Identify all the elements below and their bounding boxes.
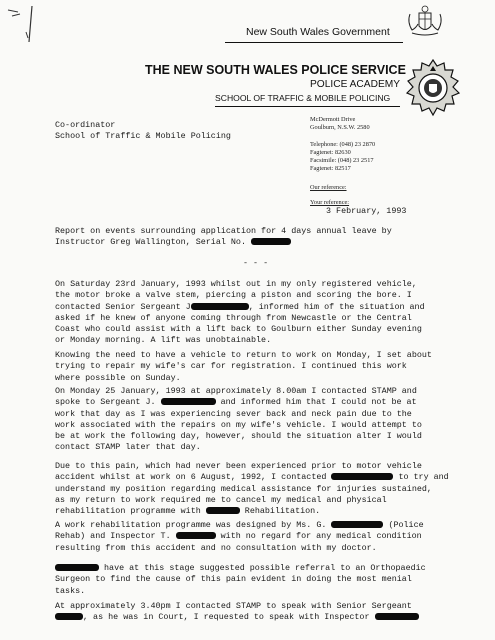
telephone: Telephone: (048) 23 2870 <box>310 141 376 148</box>
body-line <box>55 563 445 574</box>
body-text: work that day as I was experiencing sever back and neck pain due to the <box>55 408 412 419</box>
body-text: contact STAMP later that day. <box>55 442 201 453</box>
your-reference: Your reference: <box>310 199 350 206</box>
redaction <box>251 238 291 245</box>
body-text: Knowing the need to have a vehicle to return to work on Monday, I set about <box>55 350 432 360</box>
body-line <box>55 420 445 431</box>
recipient-line-2: School of Traffic & Mobile Policing <box>55 131 231 141</box>
address-line-2: Goulburn, N.S.W. 2580 <box>310 123 370 131</box>
body-text: , informed him of the situation and <box>248 301 425 312</box>
body-text: resulting from this accident and no consultation with my doctor. <box>55 542 377 553</box>
our-reference: Our reference: <box>310 184 347 191</box>
body-text: trying to repair my wife's car for registration. I continued this work <box>55 361 407 372</box>
recipient-line-1: Co-ordinator <box>55 120 116 130</box>
body-text: (Police <box>383 520 424 530</box>
body-line <box>55 373 445 384</box>
separator: - - - <box>243 258 269 268</box>
body-line <box>55 531 445 542</box>
redaction <box>176 532 216 539</box>
subject-line-1: Report on events surrounding application for 4 days annual leave by <box>55 226 392 236</box>
fagtenet-2: Fagtenet: 82517 <box>310 164 351 172</box>
school-title: SCHOOL OF TRAFFIC & MOBILE POLICING <box>215 93 391 103</box>
body-line <box>55 586 445 597</box>
body-line <box>55 350 445 361</box>
redaction <box>191 303 249 310</box>
government-rule <box>225 42 403 43</box>
body-text: Rehab) and Inspector T. <box>55 531 176 542</box>
recipient-block <box>55 120 231 142</box>
body-text: contacted Senior Sergeant J <box>55 301 191 312</box>
address-block <box>310 116 370 132</box>
body-line <box>55 484 445 495</box>
body-text: Due to this pain, which had never been experienced prior to motor vehicle <box>55 461 422 471</box>
body-line <box>55 324 445 335</box>
address-line-1: McDermott Drive <box>310 116 356 123</box>
paragraph-7 <box>55 601 445 624</box>
subject <box>55 226 445 249</box>
body-text: have at this stage suggested possible referral to an Orthopaedic <box>99 563 426 573</box>
phone-block <box>310 141 375 173</box>
letter-date: 3 February, 1993 <box>326 206 407 216</box>
paragraph-6 <box>55 563 445 597</box>
government-name: New South Wales Government <box>246 26 390 38</box>
body-text: A work rehabilitation programme was designed by Ms. G. <box>55 520 332 530</box>
body-text: On Monday 25 January, 1993 at approximately 8.00am I contacted STAMP and <box>55 386 417 396</box>
redaction <box>55 613 83 620</box>
body-line <box>55 397 445 408</box>
body-text: asked if he knew of anyone coming through from Newcastle or the Central <box>55 312 412 323</box>
redaction <box>55 564 99 571</box>
body-line <box>55 302 445 313</box>
body-line <box>55 313 445 324</box>
redaction <box>375 613 419 620</box>
body-line <box>55 290 445 301</box>
subject-line-2 <box>55 237 445 248</box>
body-line <box>55 601 445 612</box>
body-text: Surgeon to find the cause of this pain evident in doing the most menial <box>55 574 412 585</box>
paragraph-3 <box>55 386 445 454</box>
body-text: spoke to Sergeant J. <box>55 397 161 408</box>
police-academy-title: POLICE ACADEMY <box>310 79 401 90</box>
body-line <box>55 386 445 397</box>
redaction <box>331 473 393 480</box>
paragraph-5 <box>55 520 445 554</box>
body-line <box>55 279 445 290</box>
body-text: rehabilitation programme with <box>55 506 206 517</box>
redaction <box>331 521 383 528</box>
body-line <box>55 574 445 585</box>
facsimile: Facsimile: (048) 23 2517 <box>310 156 374 164</box>
redaction <box>161 398 216 405</box>
body-text: as my return to work required me to cancel my medical and physical <box>55 494 387 505</box>
body-text: where possible on Sunday. <box>55 372 181 383</box>
body-line <box>55 543 445 554</box>
fagtenet-1: Fagtenet: 82630 <box>310 148 351 156</box>
body-line <box>55 520 445 531</box>
handwritten-mark <box>2 2 42 47</box>
body-text: and informed him that I could not be at <box>215 397 417 408</box>
body-line <box>55 612 445 623</box>
body-line <box>55 442 445 453</box>
body-line <box>55 461 445 472</box>
body-text: with no regard for any medical condition <box>215 531 422 542</box>
nsw-coat-of-arms <box>404 4 446 40</box>
body-line <box>55 495 445 506</box>
body-text: understand my position regarding medical assistance for injuries sustained, <box>55 483 432 494</box>
body-line <box>55 409 445 420</box>
body-text: Rehabilitation. <box>239 506 321 517</box>
body-line <box>55 361 445 372</box>
body-text: the motor broke a valve stem, piercing a piston and scoring the bore. I <box>55 290 412 301</box>
header-rule <box>215 106 400 107</box>
paragraph-4 <box>55 461 449 517</box>
body-line <box>55 335 445 346</box>
redaction <box>206 507 240 514</box>
body-text: tasks. <box>55 585 86 596</box>
body-line <box>55 431 445 442</box>
body-text: , as he was in Court, I requested to speak with Inspector <box>83 612 375 623</box>
body-line <box>55 506 445 517</box>
subject-text: Instructor Greg Wallington, Serial No. <box>55 237 246 248</box>
police-badge <box>403 58 463 120</box>
body-text: accident whilst at work on 6 August, 1992, I contacted <box>55 472 332 483</box>
body-text: At approximately 3.40pm I contacted STAMP to speak with Senior Sergeant <box>55 601 412 611</box>
police-service-title: THE NEW SOUTH WALES POLICE SERVICE <box>145 63 406 77</box>
body-text: Coast who could assist with a lift back to Goulburn either Sunday evening <box>55 324 422 335</box>
body-text: On Saturday 23rd January, 1993 whilst out in my only registered vehicle, <box>55 279 417 289</box>
body-text: or Monday morning. A lift was unobtainable. <box>55 335 272 346</box>
paragraph-1 <box>55 279 445 347</box>
body-text: to try and <box>393 472 449 483</box>
body-text: work associated with the repairs on my wife's vehicle. I would attempt to <box>55 419 422 430</box>
body-text: be at work the following day, however, should the situation alter I would <box>55 431 422 442</box>
body-line <box>55 472 449 483</box>
paragraph-2 <box>55 350 445 384</box>
